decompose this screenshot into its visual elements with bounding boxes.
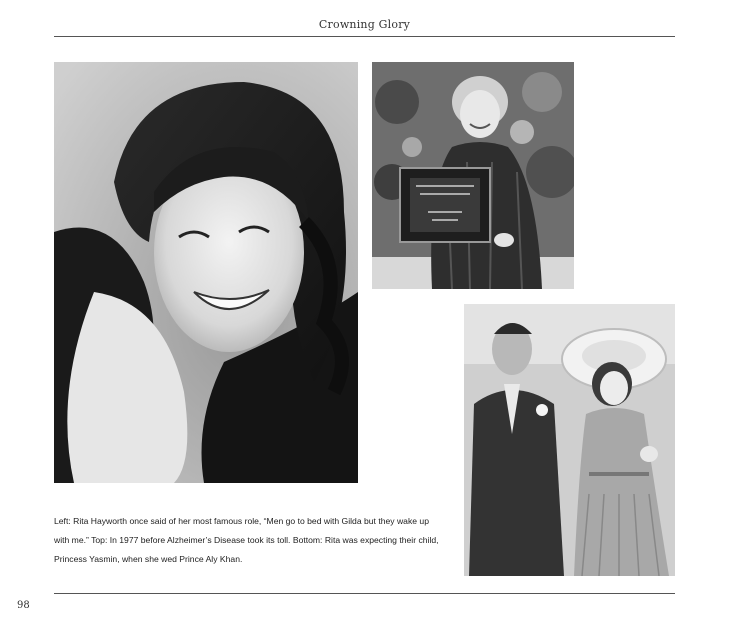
footer-rule [54,593,675,594]
caption-text: Left: Rita Hayworth once said of her most famous role, “Men go to bed with Gilda but they wake up with me.” Top: In 1977 before Alzheimer’s Disease took its toll. Bottom: Rita was expecting their child, Princess Yasmin, when she wed Prince Aly Khan. [54,516,439,564]
wedding-photo-bottom [464,304,675,576]
header-rule [54,36,675,37]
portrait-photo-left [54,62,358,483]
running-title: Crowning Glory [318,18,411,31]
photo-caption [54,512,444,569]
award-photo-top [372,62,574,289]
page-number: 98 [17,600,30,611]
